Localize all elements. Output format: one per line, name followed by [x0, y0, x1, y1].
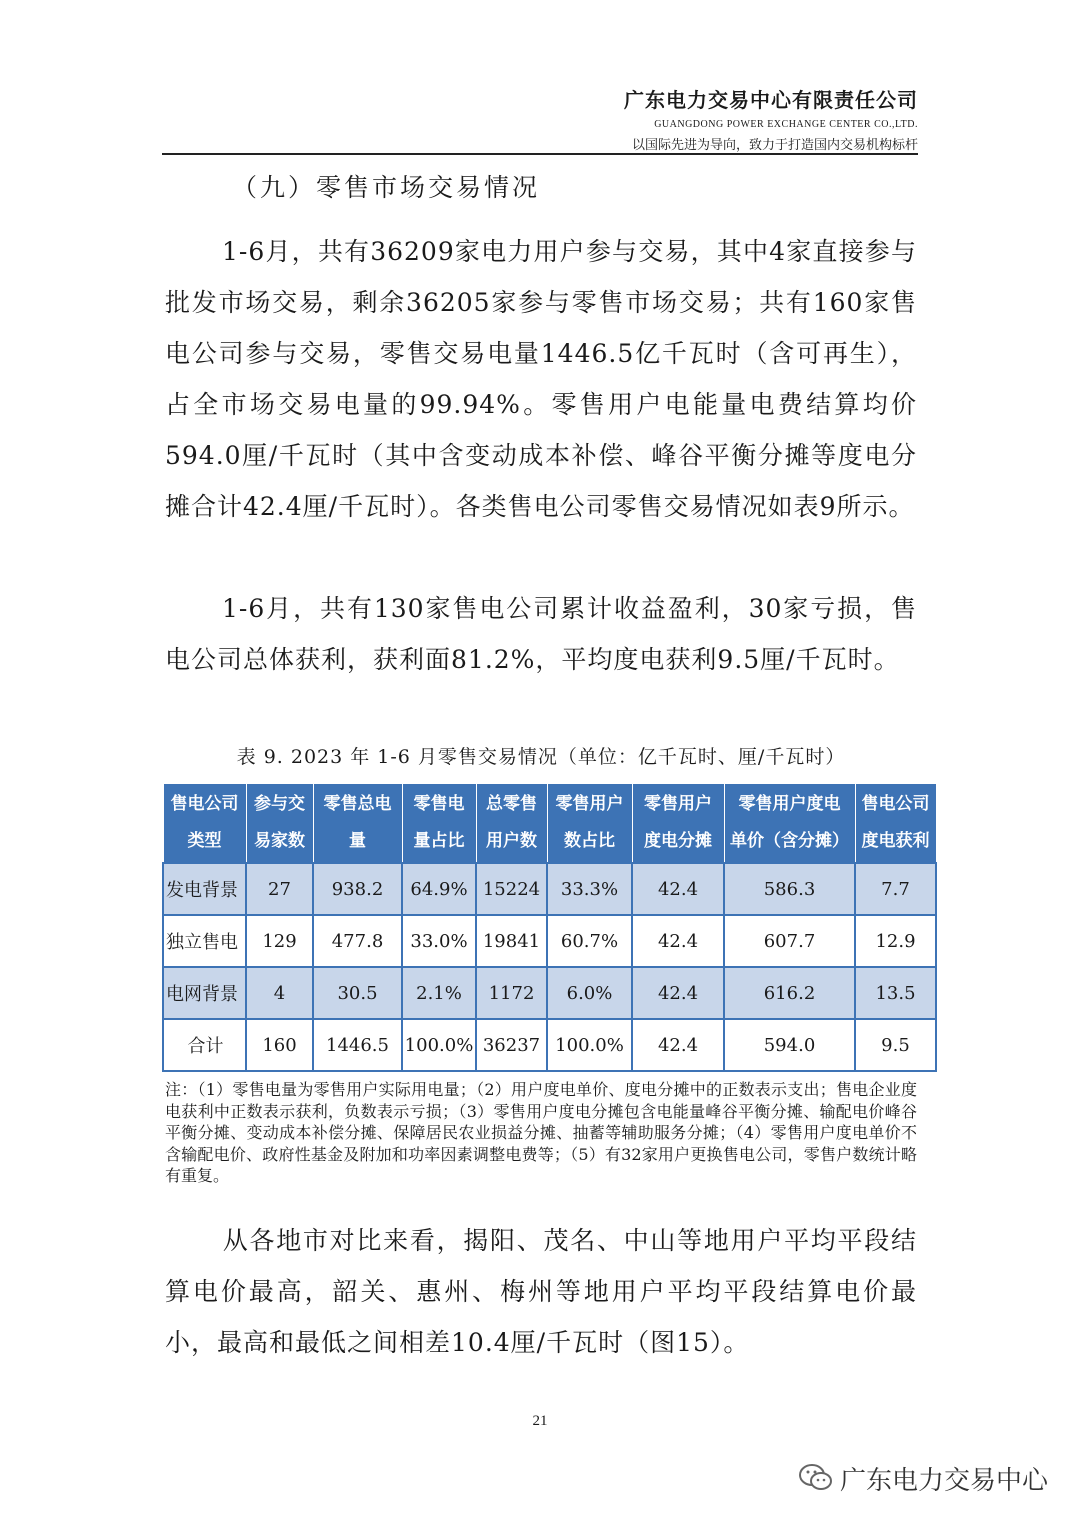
cell-volume: 1446.5 — [313, 1019, 402, 1071]
table-row — [163, 967, 936, 1019]
cell-volume: 477.8 — [313, 915, 402, 967]
company-name-cn: 广东电力交易中心有限责任公司 — [624, 88, 918, 112]
cell-profit: 9.5 — [855, 1019, 936, 1071]
watermark-text: 广东电力交易中心 — [839, 1465, 1048, 1496]
cell-users: 19841 — [476, 915, 547, 967]
table-total-row — [163, 1019, 936, 1071]
cell-profit: 7.7 — [855, 863, 936, 915]
paragraph-2-text: 1-6月，共有130家售电公司累计收益盈利，30家亏损，售电公司总体获利，获利面81.2%，平均度电获利9.5厘/千瓦时。 — [165, 594, 917, 674]
cell-users: 36237 — [476, 1019, 547, 1071]
cell-unit-price: 616.2 — [724, 967, 855, 1019]
header-retail-volume: 零售总电 量 — [313, 784, 402, 864]
header-company-type: 售电公司 类型 — [163, 784, 246, 864]
table-note: 注：（1）零售电量为零售用户实际用电量；（2）用户度电单价、度电分摊中的正数表示支出；售电企业度电获利中正数表示获利，负数表示亏损；（3）零售用户度电分摊包含电能量峰谷平衡分摊、输配电价峰谷平衡分摊、变动成本补偿分摊、保障居民农业损益分摊、抽蓄等辅助服务分摊；（4）零售用户度电单价不含输配电价、政府性基金及附加和功率因素调整电费等；（5）有32家用户更换售电公司，零售户数统计略有重复。 — [165, 1080, 917, 1185]
paragraph-3 — [165, 1215, 917, 1368]
cell-user-share: 6.0% — [547, 967, 632, 1019]
paragraph-3-text: 从各地市对比来看，揭阳、茂名、中山等地用户平均平段结算电价最高，韶关、惠州、梅州等地用户平均平段结算电价最小，最高和最低之间相差10.4厘/千瓦时（图15）。 — [165, 1226, 917, 1357]
cell-count: 27 — [246, 863, 313, 915]
cell-volume-share: 2.1% — [402, 967, 476, 1019]
header-allocation: 零售用户 度电分摊 — [632, 784, 724, 864]
table-caption: 表 9. 2023 年 1-6 月零售交易情况（单位：亿千瓦时、厘/千瓦时） — [236, 746, 846, 768]
cell-unit-price: 607.7 — [724, 915, 855, 967]
cell-allocation: 42.4 — [632, 915, 724, 967]
cell-volume: 938.2 — [313, 863, 402, 915]
wechat-watermark — [798, 1462, 1048, 1494]
cell-user-share: 100.0% — [547, 1019, 632, 1071]
section-title: （九）零售市场交易情况 — [232, 173, 541, 202]
header-unit-price: 零售用户度电 单价（含分摊） — [724, 784, 855, 864]
cell-allocation: 42.4 — [632, 967, 724, 1019]
header-participant-count: 参与交 易家数 — [246, 784, 313, 864]
cell-type: 合计 — [163, 1019, 246, 1071]
cell-profit: 12.9 — [855, 915, 936, 967]
cell-users: 15224 — [476, 863, 547, 915]
cell-type: 独立售电 — [163, 915, 246, 967]
cell-unit-price: 586.3 — [724, 863, 855, 915]
paragraph-2 — [165, 583, 917, 685]
company-name-en: GUANGDONG POWER EXCHANGE CENTER CO.,LTD. — [654, 119, 918, 130]
cell-count: 129 — [246, 915, 313, 967]
cell-allocation: 42.4 — [632, 863, 724, 915]
header-divider — [162, 153, 918, 155]
header-user-share: 零售用户 数占比 — [547, 784, 632, 864]
cell-volume-share: 100.0% — [402, 1019, 476, 1071]
paragraph-1 — [165, 226, 917, 532]
table-header-row — [163, 784, 936, 864]
cell-type: 发电背景 — [163, 863, 246, 915]
page-number: 21 — [532, 1413, 548, 1429]
header-volume-share: 零售电 量占比 — [402, 784, 476, 864]
paragraph-1-text: 1-6月，共有36209家电力用户参与交易，其中4家直接参与批发市场交易，剩余36205家参与零售市场交易；共有160家售电公司参与交易，零售交易电量1446.5亿千瓦时（含可再生），占全市场交易电量的99.94%。零售用户电能量电费结算均价594.0厘/千瓦时（其中含变动成本补偿、峰谷平衡分摊等度电分摊合计42.4厘/千瓦时）。各类售电公司零售交易情况如表9所示。 — [165, 237, 917, 521]
company-slogan: 以国际先进为导向，致力于打造国内交易机构标杆 — [631, 138, 918, 153]
cell-type: 电网背景 — [163, 967, 246, 1019]
table-row — [163, 915, 936, 967]
header-profit: 售电公司 度电获利 — [855, 784, 936, 864]
cell-unit-price: 594.0 — [724, 1019, 855, 1071]
table-row — [163, 863, 936, 915]
cell-profit: 13.5 — [855, 967, 936, 1019]
cell-volume: 30.5 — [313, 967, 402, 1019]
cell-volume-share: 33.0% — [402, 915, 476, 967]
cell-count: 4 — [246, 967, 313, 1019]
cell-count: 160 — [246, 1019, 313, 1071]
cell-user-share: 33.3% — [547, 863, 632, 915]
retail-trade-table — [162, 783, 937, 1072]
cell-user-share: 60.7% — [547, 915, 632, 967]
cell-volume-share: 64.9% — [402, 863, 476, 915]
document-header — [624, 84, 918, 153]
cell-allocation: 42.4 — [632, 1019, 724, 1071]
header-retail-users: 总零售 用户数 — [476, 784, 547, 864]
cell-users: 1172 — [476, 967, 547, 1019]
wechat-icon — [798, 1463, 834, 1493]
